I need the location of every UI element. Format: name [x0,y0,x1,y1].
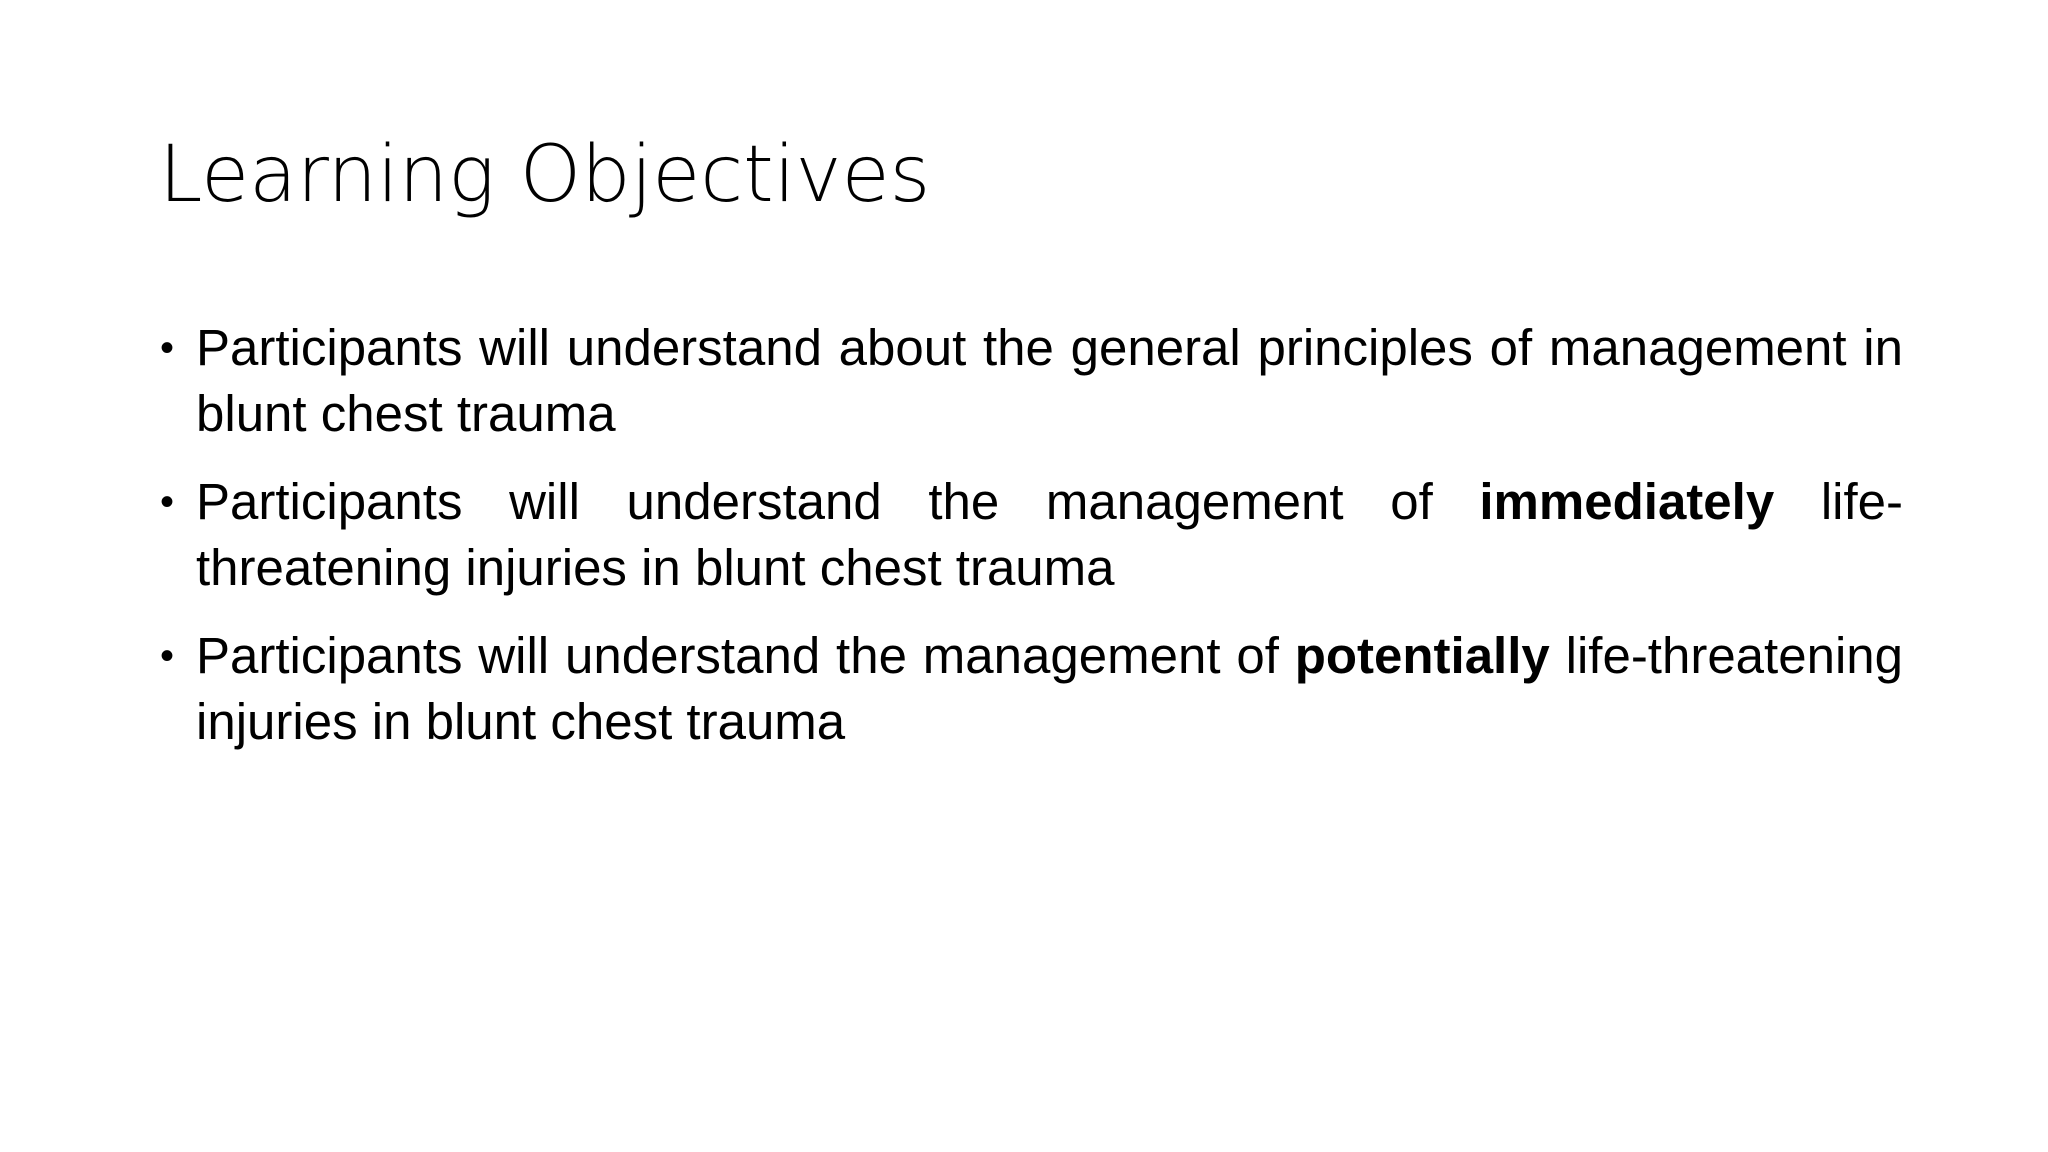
bullet-text [196,627,1903,750]
slide-title: Learning Objectives [159,130,931,220]
bullet-icon: • [160,634,175,678]
list-item [158,623,1903,755]
objectives-list [158,315,1903,777]
bullet-icon: • [160,326,175,370]
list-item [158,469,1903,601]
bullet-text-part: life-threatening injuries in blunt chest trauma [196,473,1903,596]
bullet-emphasis: potentially [1294,627,1550,684]
bullet-text [196,473,1903,596]
bullet-text-part: Participants will understand the management of [196,627,1295,684]
list-item [158,315,1903,447]
bullet-text-part: Participants will understand the management of [196,473,1480,530]
bullet-emphasis: immediately [1479,473,1775,530]
bullet-text [196,319,1903,442]
bullet-text-part: Participants will understand about the general principles of management in blunt chest trauma [196,319,1903,442]
bullet-icon: • [160,480,175,524]
bullet-text-part: life-threatening injuries in blunt chest trauma [196,627,1903,750]
